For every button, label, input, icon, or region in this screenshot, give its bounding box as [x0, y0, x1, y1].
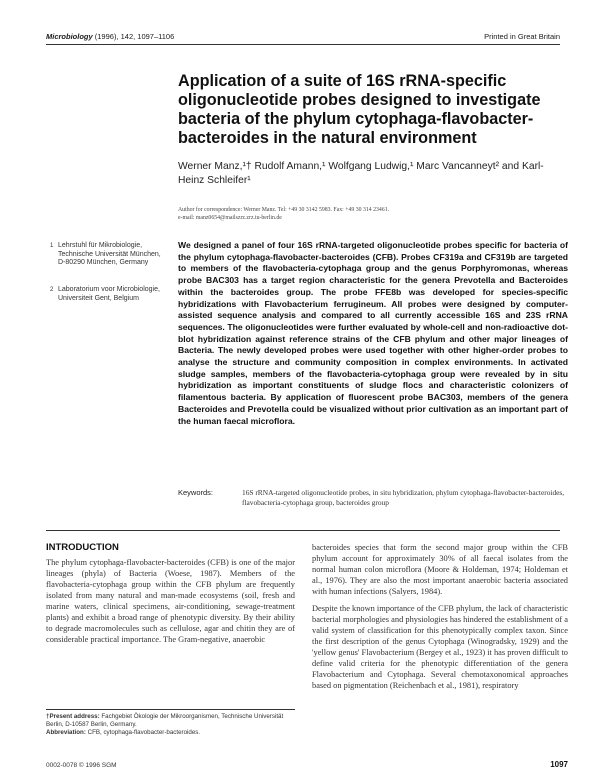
footnote-rule [46, 709, 295, 710]
printed-note: Printed in Great Britain [484, 32, 560, 41]
intro-paragraph: Despite the known importance of the CFB phylum, the lack of characteristic bacterial morphologies and physiologies has hindered the establishment of a valid system of classification for this phenotypically complex taxon. Since the first description of the genus Cytophaga (Winogradsky, 1929) and the 'yellow genus' Flavobacterium (Bergey et al., 1923) it has proven difficult to define valid criteria for the phenotypic differentiation of the genera Flavobacterium and Cytophaga. Several chemotaxonomical approaches based on pigmentation (Reichenbach et al., 1981), respiratory [312, 604, 568, 690]
citation: (1996), 142, 1097–1106 [94, 32, 175, 41]
running-header [46, 32, 560, 41]
abbreviation-note [46, 729, 295, 737]
present-address-note [46, 713, 295, 729]
abstract: We designed a panel of four 16S rRNA-targeted oligonucleotide probes specific for bacteria of the phylum cytophaga-flavobacter-bacteroides (CFB). Probes CF319a and CF319b are targeted to members of the flavobacteria-cytophaga group and the genus Porphyromonas, whereas probe BAC303 has a target region characteristic for the genera Prevotella and Bacteroides within the bacteroides group. The probe FFE8b was developed for species-specific hybridizations with Flavobacterium ferrugineum. All probes were designed by computer-assisted sequence analysis and compared to all currently accessible 16S and 23S rRNA sequences. The oligonucleotides were further evaluated by whole-cell and non-radioactive dot-blot hybridization against reference strains of the CFB phylum and other major lineages of Bacteria. The newly developed probes were used together with other higher-order probes to analyse the structure and community composition in complex environments. In activated sludge samples, members of the flavobacteria-cytophaga group were revealed by in situ hybridization as important constituents of sludge flocs and characteristic colonizers of filamentous bacteria. By application of fluorescent probe BAC303, members of the genera Bacteroides and Prevotella could be visualized without prior cultivation as an important part of the human faecal microflora. [178, 240, 568, 426]
footnotes [46, 713, 295, 737]
keywords-text: 16S rRNA-targeted oligonucleotide probes, in situ hybridization, phylum cytophaga-flavobacter-bacteroides, flavobacteria-cytophaga group, bacteroides group [242, 488, 565, 507]
page-number: 1097 [550, 760, 568, 769]
correspondence [178, 207, 568, 222]
affiliation-text: Lehrstuhl für Mikrobiologie, Technische Universität München, D-80290 München, Germany [58, 242, 161, 266]
intro-column-1: The phylum cytophaga-flavobacter-bacteroides (CFB) is one of the major lineages (phyla) of Bacteria (Woese, 1987). Members of the flavobacteria-cytophaga group within the CFB phylum are frequently isolated from many natural and man-made ecosystems (soil, fresh and marine waters, clinical specimens, air-conditioning, sewage-treatment plants) and exhibit a broad range of phenotypic diversity. By their ability to degrade macromolecules such as cellulose, agar and chitin they are of considerable practical importance. The Gram-negative, anaerobic [46, 558, 295, 644]
section-rule [46, 530, 560, 531]
correspondence-line1: Author for correspondence: Werner Manz. Tel: +49 30 3142 5983. Fax: +49 30 314 23461. [178, 207, 390, 213]
affiliation-2 [50, 286, 170, 303]
introduction-heading: INTRODUCTION [46, 542, 119, 553]
abbreviation-text: CFB, cytophaga-flavobacter-bacteroides. [87, 729, 201, 736]
affiliation-marker: 1 [50, 243, 54, 249]
header-rule [46, 44, 560, 45]
intro-column-2 [312, 542, 568, 691]
correspondence-email: e-mail: manz0654@mailszrz.zrz.tu-berlin.de [178, 214, 282, 221]
journal-citation [46, 32, 174, 41]
author-list: Werner Manz,¹† Rudolf Amann,¹ Wolfgang Ludwig,¹ Marc Vancanneyt² and Karl-Heinz Schleifer¹ [178, 161, 544, 186]
affiliation-text: Laboratorium voor Microbiologie, Universiteit Gent, Belgium [58, 286, 160, 302]
intro-paragraph: bacteroides species that form the second major group within the CFB phylum account for approximately 30% of all faecal isolates from the normal human colon microflora (Moore & Holdeman, 1974; Holdeman et al., 1976). They are also the most important anaerobic bacteria associated with human infections (Salyers, 1984). [312, 543, 568, 596]
affiliation-1 [50, 242, 170, 268]
abbreviation-label: Abbreviation: [46, 729, 86, 736]
affiliation-marker: 2 [50, 287, 54, 293]
present-address-label: †Present address: [46, 713, 100, 720]
article-title: Application of a suite of 16S rRNA-specific oligonucleotide probes designed to investigate bacteria of the phylum cytophaga-flavobacter-bacteroides in the natural environment [178, 72, 541, 147]
issn-code: 0002-0078 © 1996 SGM [46, 762, 117, 769]
keywords-label: Keywords: [178, 488, 214, 497]
present-address-text: Fachgebiet Ökologie der Mikroorganismen, Technische Universität Berlin, D-10587 Berlin, Germany. [46, 713, 284, 728]
journal-name: Microbiology [46, 32, 93, 41]
